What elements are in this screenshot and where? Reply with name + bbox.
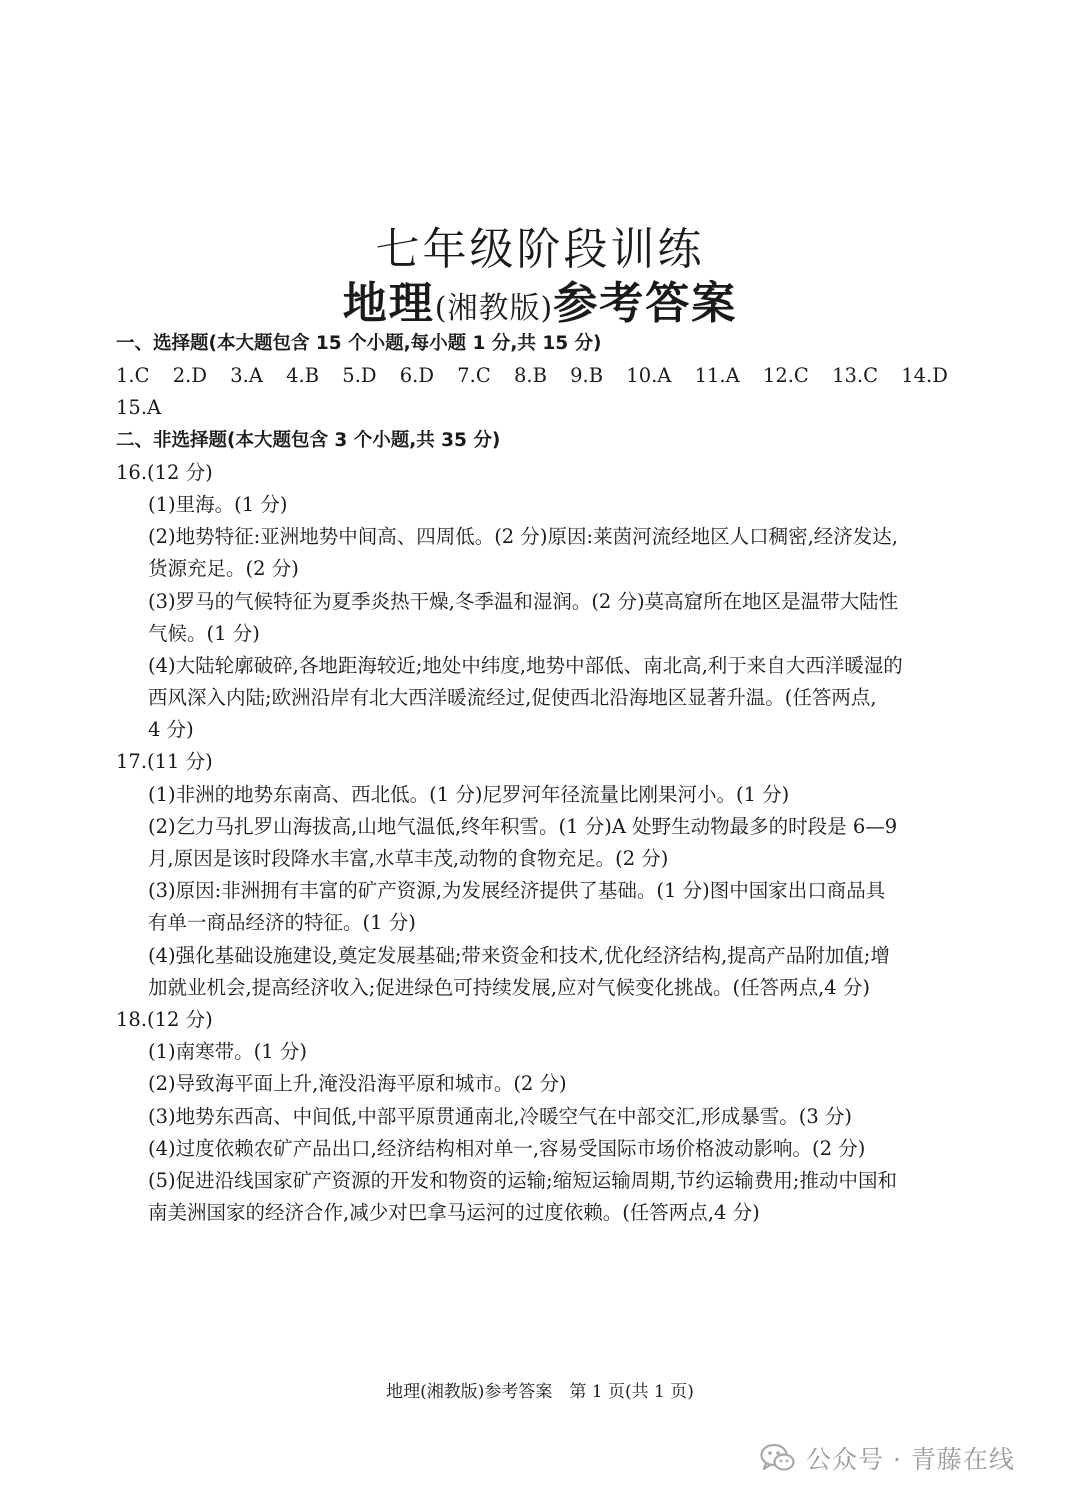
mcq-answers-row — [116, 360, 948, 392]
q17-line: (2)乞力马扎罗山海拔高,山地气温低,终年积雪。(1 分)A 处野生动物最多的时段是 6—9 — [148, 814, 898, 838]
mcq-answer: 3.A — [230, 364, 263, 388]
q17-line: 加就业机会,提高经济收入;促进绿色可持续发展,应对气候变化挑战。(任答两点,4 分) — [148, 975, 870, 999]
q18-header: 18.(12 分) — [116, 1007, 213, 1031]
q16-line: (2)地势特征:亚洲地势中间高、四周低。(2 分)原因:莱茵河流经地区人口稠密,经济发达, — [148, 525, 898, 549]
mcq-answer: 6.D — [399, 364, 434, 388]
q18-line: 南美洲国家的经济合作,减少对巴拿马运河的过度依赖。(任答两点,4 分) — [148, 1201, 760, 1225]
section2-heading: 二、非选择题(本大题包含 3 个小题,共 35 分) — [116, 429, 501, 451]
q16-line: (1)里海。(1 分) — [148, 492, 288, 516]
mcq-answer: 8.B — [513, 364, 547, 388]
answer-content — [116, 328, 976, 1229]
wechat-icon — [760, 1443, 796, 1473]
mcq-answer: 5.D — [342, 364, 377, 388]
watermark-text: 公众号 · 青藤在线 — [806, 1445, 1015, 1474]
q17-line: (4)强化基础设施建设,奠定发展基础;带来资金和技术,优化经济结构,提高产品附加值;增 — [148, 943, 890, 967]
q16-line: (4)大陆轮廓破碎,各地距海较近;地处中纬度,地势中部低、南北高,利于来自大西洋暖湿的 — [148, 653, 903, 677]
q16-line: 西风深入内陆;欧洲沿岸有北大西洋暖流经过,促使西北沿海地区显著升温。(任答两点, — [148, 686, 877, 710]
q17-header: 17.(11 分) — [116, 750, 213, 774]
q16-line: 4 分) — [148, 718, 194, 742]
q16-line: 货源充足。(2 分) — [148, 557, 299, 581]
mcq-answer: 9.B — [570, 364, 604, 388]
answer-key-label: 参考答案 — [553, 278, 738, 329]
q17-line: 有单一商品经济的特征。(1 分) — [148, 911, 416, 935]
mcq-answer: 2.D — [172, 364, 207, 388]
q18-line: (1)南寒带。(1 分) — [148, 1040, 307, 1064]
q16-line: 气候。(1 分) — [148, 621, 260, 645]
mcq-answer: 4.B — [286, 364, 320, 388]
mcq-answer-last: 15.A — [116, 396, 162, 420]
mcq-answer: 7.C — [457, 364, 491, 388]
q16-header: 16.(12 分) — [116, 460, 213, 484]
mcq-answer: 11.A — [694, 364, 740, 388]
watermark — [760, 1440, 1015, 1476]
mcq-answer: 13.C — [832, 364, 878, 388]
page-title: 七年级阶段训练 — [375, 224, 705, 275]
q16-line: (3)罗马的气候特征为夏季炎热干燥,冬季温和湿润。(2 分)莫高窟所在地区是温带大陆性 — [148, 589, 899, 613]
q18-line: (4)过度依赖农矿产品出口,经济结构相对单一,容易受国际市场价格波动影响。(2 分) — [148, 1136, 866, 1160]
mcq-answer: 12.C — [762, 364, 809, 388]
q17-line: (3)原因:非洲拥有丰富的矿产资源,为发展经济提供了基础。(1 分)图中国家出口商品具 — [148, 879, 886, 903]
subject-name: 地理 — [342, 278, 435, 329]
q17-line: 月,原因是该时段降水丰富,水草丰茂,动物的食物充足。(2 分) — [148, 847, 669, 870]
mcq-answer: 1.C — [116, 364, 150, 388]
q18-line: (2)导致海平面上升,淹没沿海平原和城市。(2 分) — [148, 1072, 567, 1096]
q17-line: (1)非洲的地势东南高、西北低。(1 分)尼罗河年径流量比刚果河小。(1 分) — [148, 782, 790, 806]
mcq-answer: 10.A — [626, 364, 672, 388]
q18-line: (3)地势东西高、中间低,中部平原贯通南北,冷暖空气在中部交汇,形成暴雪。(3 分) — [148, 1104, 853, 1128]
page-footer: 地理(湘教版)参考答案 第 1 页(共 1 页) — [386, 1382, 694, 1402]
section1-heading: 一、选择题(本大题包含 15 个小题,每小题 1 分,共 15 分) — [116, 333, 602, 354]
mcq-answer: 14.D — [901, 364, 948, 388]
q18-line: (5)促进沿线国家矿产资源的开发和物资的运输;缩短运输周期,节约运输费用;推动中国和 — [148, 1168, 897, 1192]
edition-label: (湘教版) — [434, 291, 554, 326]
